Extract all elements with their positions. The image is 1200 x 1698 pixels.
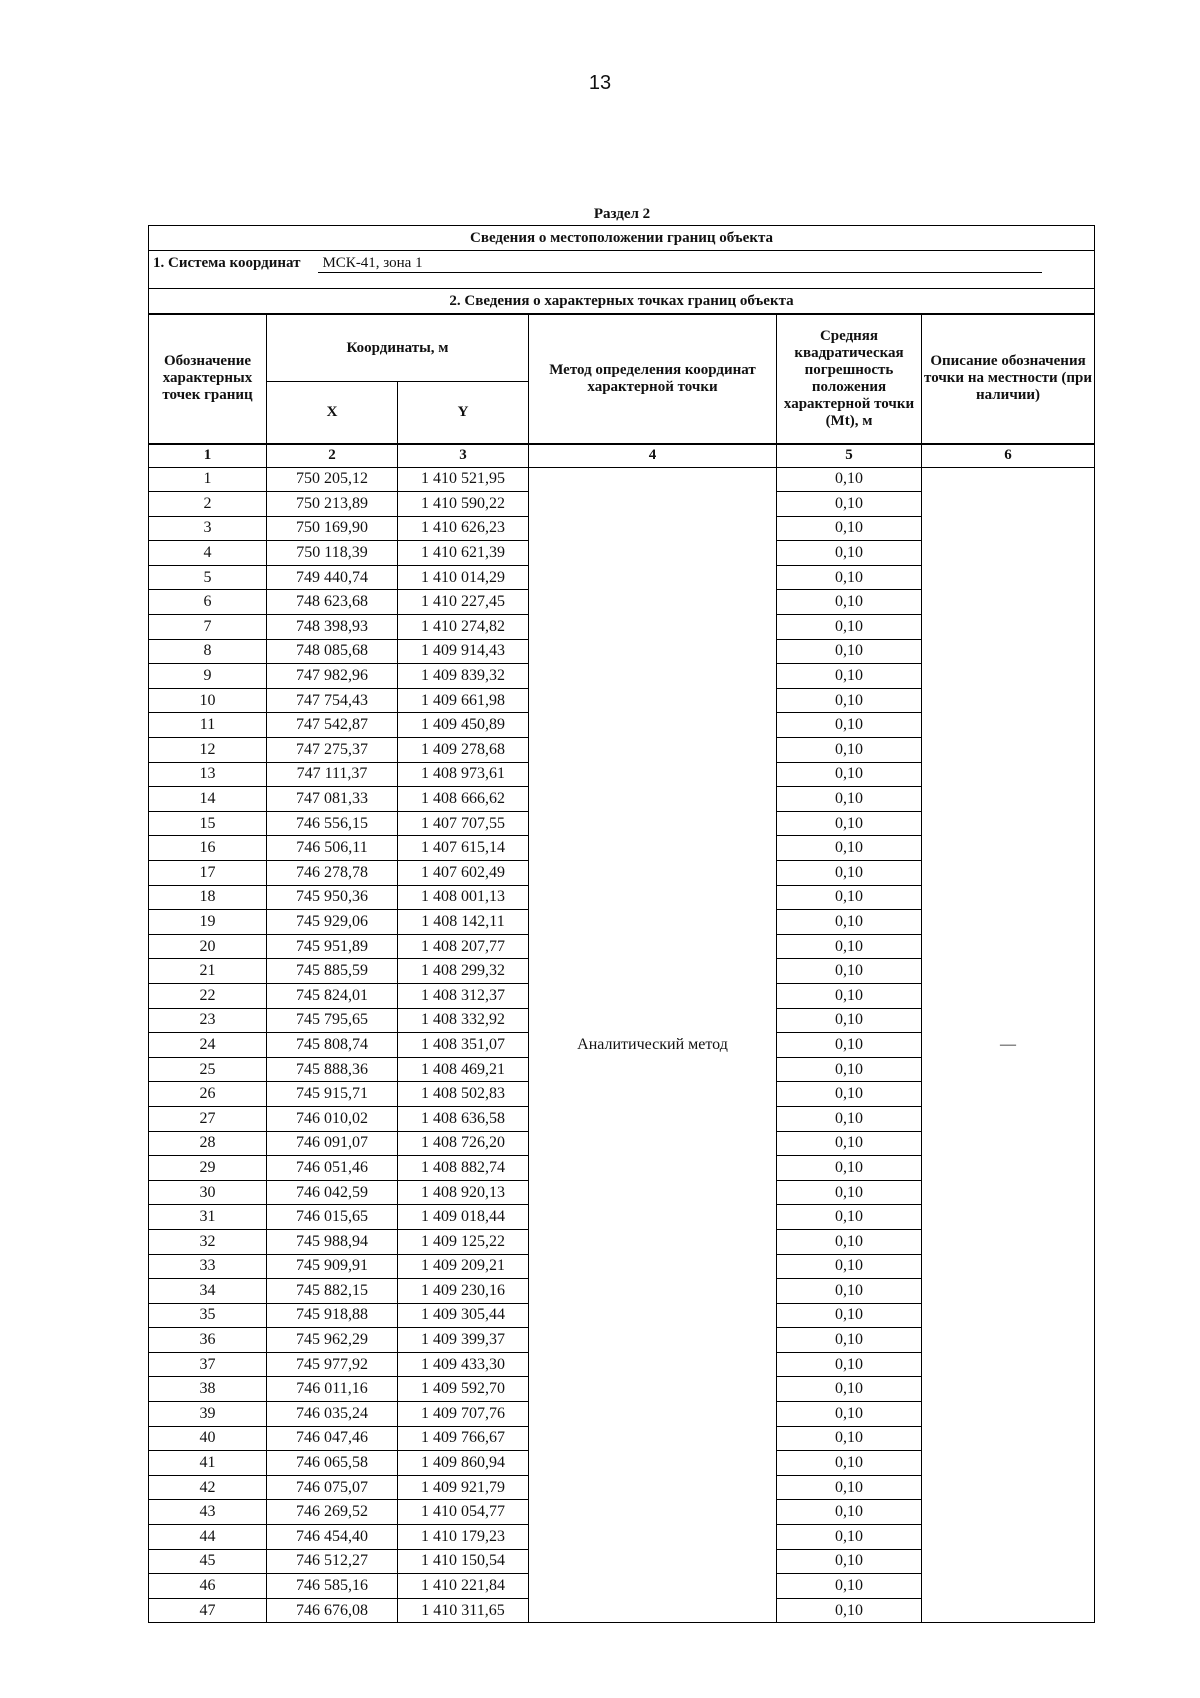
coordinate-x: 746 011,16 bbox=[267, 1377, 398, 1402]
point-number: 40 bbox=[149, 1426, 267, 1451]
error-value: 0,10 bbox=[777, 1131, 922, 1156]
coordinate-x: 748 398,93 bbox=[267, 615, 398, 640]
error-value: 0,10 bbox=[777, 787, 922, 812]
error-value: 0,10 bbox=[777, 1377, 922, 1402]
error-value: 0,10 bbox=[777, 1402, 922, 1427]
coordinate-y: 1 409 209,21 bbox=[398, 1254, 529, 1279]
error-value: 0,10 bbox=[777, 590, 922, 615]
column-number: 6 bbox=[922, 444, 1095, 468]
error-value: 0,10 bbox=[777, 1451, 922, 1476]
table-row bbox=[149, 467, 1095, 492]
coordinate-x: 750 205,12 bbox=[267, 467, 398, 492]
coordinate-x: 747 542,87 bbox=[267, 713, 398, 738]
coordinate-x: 748 085,68 bbox=[267, 639, 398, 664]
error-value: 0,10 bbox=[777, 1229, 922, 1254]
error-value: 0,10 bbox=[777, 1426, 922, 1451]
point-number: 7 bbox=[149, 615, 267, 640]
error-value: 0,10 bbox=[777, 1352, 922, 1377]
coordinate-y: 1 408 666,62 bbox=[398, 787, 529, 812]
error-value: 0,10 bbox=[777, 1254, 922, 1279]
header-x: X bbox=[267, 382, 398, 444]
error-value: 0,10 bbox=[777, 688, 922, 713]
coordinate-y: 1 407 602,49 bbox=[398, 861, 529, 886]
point-number: 17 bbox=[149, 861, 267, 886]
error-value: 0,10 bbox=[777, 959, 922, 984]
header-error: Средняя квадратическая погрешность положения характерной точки (Mt), м bbox=[777, 314, 922, 444]
error-value: 0,10 bbox=[777, 1328, 922, 1353]
error-value: 0,10 bbox=[777, 811, 922, 836]
coordinate-x: 749 440,74 bbox=[267, 565, 398, 590]
point-number: 11 bbox=[149, 713, 267, 738]
point-number: 30 bbox=[149, 1180, 267, 1205]
error-value: 0,10 bbox=[777, 1525, 922, 1550]
error-value: 0,10 bbox=[777, 516, 922, 541]
coordinate-y: 1 409 914,43 bbox=[398, 639, 529, 664]
point-number: 41 bbox=[149, 1451, 267, 1476]
point-number: 44 bbox=[149, 1525, 267, 1550]
coordinate-x: 750 118,39 bbox=[267, 541, 398, 566]
error-value: 0,10 bbox=[777, 836, 922, 861]
point-number: 13 bbox=[149, 762, 267, 787]
point-number: 27 bbox=[149, 1106, 267, 1131]
coordinate-y: 1 407 707,55 bbox=[398, 811, 529, 836]
coordinate-x: 746 556,15 bbox=[267, 811, 398, 836]
point-number: 32 bbox=[149, 1229, 267, 1254]
point-number: 12 bbox=[149, 738, 267, 763]
point-number: 38 bbox=[149, 1377, 267, 1402]
point-number: 9 bbox=[149, 664, 267, 689]
coordinate-x: 747 275,37 bbox=[267, 738, 398, 763]
point-number: 36 bbox=[149, 1328, 267, 1353]
coordinate-x: 745 808,74 bbox=[267, 1033, 398, 1058]
point-number: 21 bbox=[149, 959, 267, 984]
header-y: Y bbox=[398, 382, 529, 444]
header-method: Метод определения координат характерной точки bbox=[529, 314, 777, 444]
spacer-row bbox=[149, 281, 1095, 289]
coordinate-x: 746 269,52 bbox=[267, 1500, 398, 1525]
coord-system-label: 1. Система координат bbox=[153, 255, 301, 271]
point-number: 2 bbox=[149, 492, 267, 517]
coordinate-x: 746 047,46 bbox=[267, 1426, 398, 1451]
point-number: 1 bbox=[149, 467, 267, 492]
column-number: 3 bbox=[398, 444, 529, 468]
coord-system-value: МСК-41, зона 1 bbox=[318, 255, 1042, 273]
point-number: 31 bbox=[149, 1205, 267, 1230]
column-number: 1 bbox=[149, 444, 267, 468]
coordinate-y: 1 408 299,32 bbox=[398, 959, 529, 984]
error-value: 0,10 bbox=[777, 885, 922, 910]
point-number: 3 bbox=[149, 516, 267, 541]
coordinate-y: 1 410 150,54 bbox=[398, 1549, 529, 1574]
coordinate-y: 1 408 207,77 bbox=[398, 934, 529, 959]
coordinate-x: 747 081,33 bbox=[267, 787, 398, 812]
boundary-points-table bbox=[148, 225, 1095, 1623]
error-value: 0,10 bbox=[777, 467, 922, 492]
coordinate-x: 746 506,11 bbox=[267, 836, 398, 861]
coordinate-y: 1 409 278,68 bbox=[398, 738, 529, 763]
coordinate-x: 748 623,68 bbox=[267, 590, 398, 615]
coordinate-y: 1 410 621,39 bbox=[398, 541, 529, 566]
coordinate-y: 1 409 230,16 bbox=[398, 1279, 529, 1304]
coordinate-x: 746 676,08 bbox=[267, 1598, 398, 1623]
table-body bbox=[149, 467, 1095, 1623]
coordinate-y: 1 409 860,94 bbox=[398, 1451, 529, 1476]
coordinate-y: 1 410 221,84 bbox=[398, 1574, 529, 1599]
coordinate-x: 746 042,59 bbox=[267, 1180, 398, 1205]
point-number: 25 bbox=[149, 1057, 267, 1082]
column-number: 4 bbox=[529, 444, 777, 468]
coordinate-y: 1 410 626,23 bbox=[398, 516, 529, 541]
point-number: 43 bbox=[149, 1500, 267, 1525]
error-value: 0,10 bbox=[777, 1598, 922, 1623]
error-value: 0,10 bbox=[777, 1033, 922, 1058]
error-value: 0,10 bbox=[777, 664, 922, 689]
coordinate-x: 745 977,92 bbox=[267, 1352, 398, 1377]
coordinate-y: 1 409 450,89 bbox=[398, 713, 529, 738]
coordinate-y: 1 410 590,22 bbox=[398, 492, 529, 517]
error-value: 0,10 bbox=[777, 713, 922, 738]
point-number: 16 bbox=[149, 836, 267, 861]
error-value: 0,10 bbox=[777, 1180, 922, 1205]
header-designation: Обозначение характерных точек границ bbox=[149, 314, 267, 444]
coordinate-x: 746 454,40 bbox=[267, 1525, 398, 1550]
coordinate-y: 1 410 274,82 bbox=[398, 615, 529, 640]
column-number: 2 bbox=[267, 444, 398, 468]
error-value: 0,10 bbox=[777, 1057, 922, 1082]
coordinate-x: 745 882,15 bbox=[267, 1279, 398, 1304]
coordinate-y: 1 408 351,07 bbox=[398, 1033, 529, 1058]
error-value: 0,10 bbox=[777, 639, 922, 664]
point-number: 28 bbox=[149, 1131, 267, 1156]
coordinate-x: 745 795,65 bbox=[267, 1008, 398, 1033]
coordinate-x: 745 885,59 bbox=[267, 959, 398, 984]
error-value: 0,10 bbox=[777, 1008, 922, 1033]
coordinate-y: 1 409 766,67 bbox=[398, 1426, 529, 1451]
point-number: 10 bbox=[149, 688, 267, 713]
coordinate-x: 746 512,27 bbox=[267, 1549, 398, 1574]
coordinate-y: 1 410 179,23 bbox=[398, 1525, 529, 1550]
coordinate-y: 1 408 882,74 bbox=[398, 1156, 529, 1181]
header-description: Описание обозначения точки на местности (при наличии) bbox=[922, 314, 1095, 444]
coordinate-x: 746 075,07 bbox=[267, 1475, 398, 1500]
error-value: 0,10 bbox=[777, 1303, 922, 1328]
error-value: 0,10 bbox=[777, 1106, 922, 1131]
point-number: 42 bbox=[149, 1475, 267, 1500]
point-number: 35 bbox=[149, 1303, 267, 1328]
coordinate-x: 746 035,24 bbox=[267, 1402, 398, 1427]
coordinate-x: 746 010,02 bbox=[267, 1106, 398, 1131]
coord-system-row bbox=[149, 251, 1095, 282]
error-value: 0,10 bbox=[777, 1205, 922, 1230]
point-number: 47 bbox=[149, 1598, 267, 1623]
coordinate-y: 1 409 018,44 bbox=[398, 1205, 529, 1230]
error-value: 0,10 bbox=[777, 738, 922, 763]
coordinate-x: 746 051,46 bbox=[267, 1156, 398, 1181]
point-number: 23 bbox=[149, 1008, 267, 1033]
point-number: 37 bbox=[149, 1352, 267, 1377]
point-number: 6 bbox=[149, 590, 267, 615]
error-value: 0,10 bbox=[777, 1549, 922, 1574]
description-cell: — bbox=[922, 467, 1095, 1623]
coordinate-y: 1 409 921,79 bbox=[398, 1475, 529, 1500]
coordinate-y: 1 409 433,30 bbox=[398, 1352, 529, 1377]
point-number: 34 bbox=[149, 1279, 267, 1304]
coordinate-x: 745 929,06 bbox=[267, 910, 398, 935]
coordinate-y: 1 408 973,61 bbox=[398, 762, 529, 787]
points-title: 2. Сведения о характерных точках границ объекта bbox=[149, 289, 1095, 315]
coordinate-y: 1 408 312,37 bbox=[398, 983, 529, 1008]
coordinate-x: 750 213,89 bbox=[267, 492, 398, 517]
point-number: 8 bbox=[149, 639, 267, 664]
coordinate-x: 746 065,58 bbox=[267, 1451, 398, 1476]
error-value: 0,10 bbox=[777, 615, 922, 640]
coordinate-x: 745 918,88 bbox=[267, 1303, 398, 1328]
point-number: 26 bbox=[149, 1082, 267, 1107]
coordinate-y: 1 410 227,45 bbox=[398, 590, 529, 615]
coordinate-y: 1 408 332,92 bbox=[398, 1008, 529, 1033]
header-coordinates: Координаты, м bbox=[267, 314, 529, 382]
section-title: Раздел 2 bbox=[593, 206, 651, 222]
coordinate-x: 745 909,91 bbox=[267, 1254, 398, 1279]
error-value: 0,10 bbox=[777, 1279, 922, 1304]
coordinate-y: 1 409 707,76 bbox=[398, 1402, 529, 1427]
point-number: 29 bbox=[149, 1156, 267, 1181]
error-value: 0,10 bbox=[777, 541, 922, 566]
coordinate-y: 1 409 399,37 bbox=[398, 1328, 529, 1353]
coordinate-x: 745 824,01 bbox=[267, 983, 398, 1008]
coordinate-y: 1 409 125,22 bbox=[398, 1229, 529, 1254]
point-number: 14 bbox=[149, 787, 267, 812]
coordinate-y: 1 408 726,20 bbox=[398, 1131, 529, 1156]
coordinate-y: 1 408 920,13 bbox=[398, 1180, 529, 1205]
coordinate-x: 746 015,65 bbox=[267, 1205, 398, 1230]
coordinate-y: 1 409 661,98 bbox=[398, 688, 529, 713]
coordinate-x: 745 951,89 bbox=[267, 934, 398, 959]
point-number: 20 bbox=[149, 934, 267, 959]
coordinate-x: 750 169,90 bbox=[267, 516, 398, 541]
coordinate-x: 745 888,36 bbox=[267, 1057, 398, 1082]
point-number: 33 bbox=[149, 1254, 267, 1279]
coordinate-y: 1 410 054,77 bbox=[398, 1500, 529, 1525]
error-value: 0,10 bbox=[777, 1475, 922, 1500]
coordinate-y: 1 409 305,44 bbox=[398, 1303, 529, 1328]
coordinate-x: 746 278,78 bbox=[267, 861, 398, 886]
coordinate-x: 746 585,16 bbox=[267, 1574, 398, 1599]
point-number: 45 bbox=[149, 1549, 267, 1574]
point-number: 22 bbox=[149, 983, 267, 1008]
point-number: 18 bbox=[149, 885, 267, 910]
point-number: 39 bbox=[149, 1402, 267, 1427]
error-value: 0,10 bbox=[777, 910, 922, 935]
coordinate-y: 1 408 502,83 bbox=[398, 1082, 529, 1107]
point-number: 5 bbox=[149, 565, 267, 590]
point-number: 24 bbox=[149, 1033, 267, 1058]
coordinate-y: 1 409 839,32 bbox=[398, 664, 529, 689]
coordinate-y: 1 410 014,29 bbox=[398, 565, 529, 590]
coordinate-y: 1 409 592,70 bbox=[398, 1377, 529, 1402]
coordinate-x: 745 950,36 bbox=[267, 885, 398, 910]
error-value: 0,10 bbox=[777, 1082, 922, 1107]
error-value: 0,10 bbox=[777, 861, 922, 886]
error-value: 0,10 bbox=[777, 983, 922, 1008]
error-value: 0,10 bbox=[777, 565, 922, 590]
error-value: 0,10 bbox=[777, 1574, 922, 1599]
error-value: 0,10 bbox=[777, 1500, 922, 1525]
coordinate-x: 745 988,94 bbox=[267, 1229, 398, 1254]
coordinate-x: 747 754,43 bbox=[267, 688, 398, 713]
error-value: 0,10 bbox=[777, 934, 922, 959]
coordinate-x: 745 962,29 bbox=[267, 1328, 398, 1353]
error-value: 0,10 bbox=[777, 492, 922, 517]
coordinate-x: 747 111,37 bbox=[267, 762, 398, 787]
coordinate-y: 1 408 469,21 bbox=[398, 1057, 529, 1082]
coordinate-y: 1 407 615,14 bbox=[398, 836, 529, 861]
coordinate-y: 1 408 142,11 bbox=[398, 910, 529, 935]
info-title: Сведения о местоположении границ объекта bbox=[149, 226, 1095, 251]
page-number: 13 bbox=[588, 72, 612, 94]
point-number: 15 bbox=[149, 811, 267, 836]
coordinate-y: 1 410 521,95 bbox=[398, 467, 529, 492]
method-cell: Аналитический метод bbox=[529, 467, 777, 1623]
error-value: 0,10 bbox=[777, 762, 922, 787]
column-number: 5 bbox=[777, 444, 922, 468]
point-number: 19 bbox=[149, 910, 267, 935]
coordinate-y: 1 408 001,13 bbox=[398, 885, 529, 910]
point-number: 46 bbox=[149, 1574, 267, 1599]
coordinate-x: 746 091,07 bbox=[267, 1131, 398, 1156]
coordinate-x: 747 982,96 bbox=[267, 664, 398, 689]
coordinate-x: 745 915,71 bbox=[267, 1082, 398, 1107]
coordinate-y: 1 408 636,58 bbox=[398, 1106, 529, 1131]
coordinate-y: 1 410 311,65 bbox=[398, 1598, 529, 1623]
error-value: 0,10 bbox=[777, 1156, 922, 1181]
point-number: 4 bbox=[149, 541, 267, 566]
